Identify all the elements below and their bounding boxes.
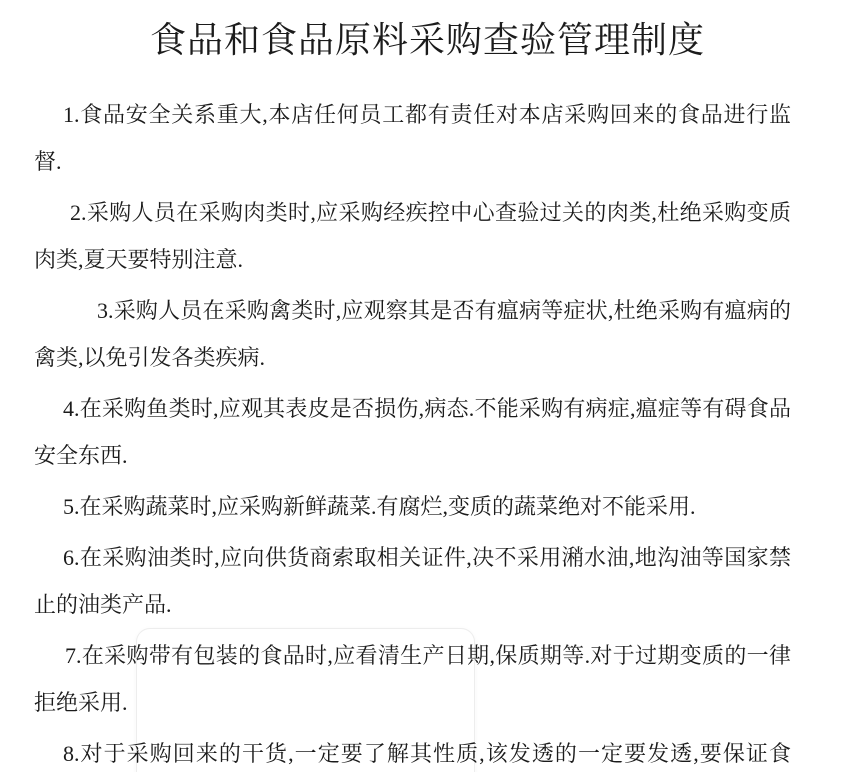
doc-paragraph-4: 4.在采购鱼类时,应观其表皮是否损伤,病态.不能采购有病症,瘟症等有碍食品安全东西.	[34, 396, 791, 468]
doc-paragraph-3: 3.采购人员在采购禽类时,应观察其是否有瘟病等症状,杜绝采购有瘟病的禽类,以免引发各类疾病.	[34, 298, 791, 370]
doc-title: 食品和食品原料采购查验管理制度	[149, 20, 705, 60]
doc-paragraph-2: 2.采购人员在采购肉类时,应采购经疾控中心查验过关的肉类,杜绝采购变质肉类,夏天要特别注意.	[34, 200, 791, 272]
doc-paragraph-6: 6.在采购油类时,应向供货商索取相关证件,决不采用潲水油,地沟油等国家禁止的油类产品.	[34, 545, 791, 617]
doc-body	[0, 91, 855, 772]
doc-paragraph-8: 8.对于采购回来的干货,一定要了解其性质,该发透的一定要发透,要保证食	[63, 741, 791, 766]
doc-paragraph-1: 1.食品安全关系重大,本店任何员工都有责任对本店采购回来的食品进行监督.	[34, 102, 791, 174]
doc-paragraph-5: 5.在采购蔬菜时,应采购新鲜蔬菜.有腐烂,变质的蔬菜绝对不能采用.	[63, 494, 696, 519]
doc-paragraph-7: 7.在采购带有包装的食品时,应看清生产日期,保质期等.对于过期变质的一律拒绝采用.	[34, 643, 791, 715]
